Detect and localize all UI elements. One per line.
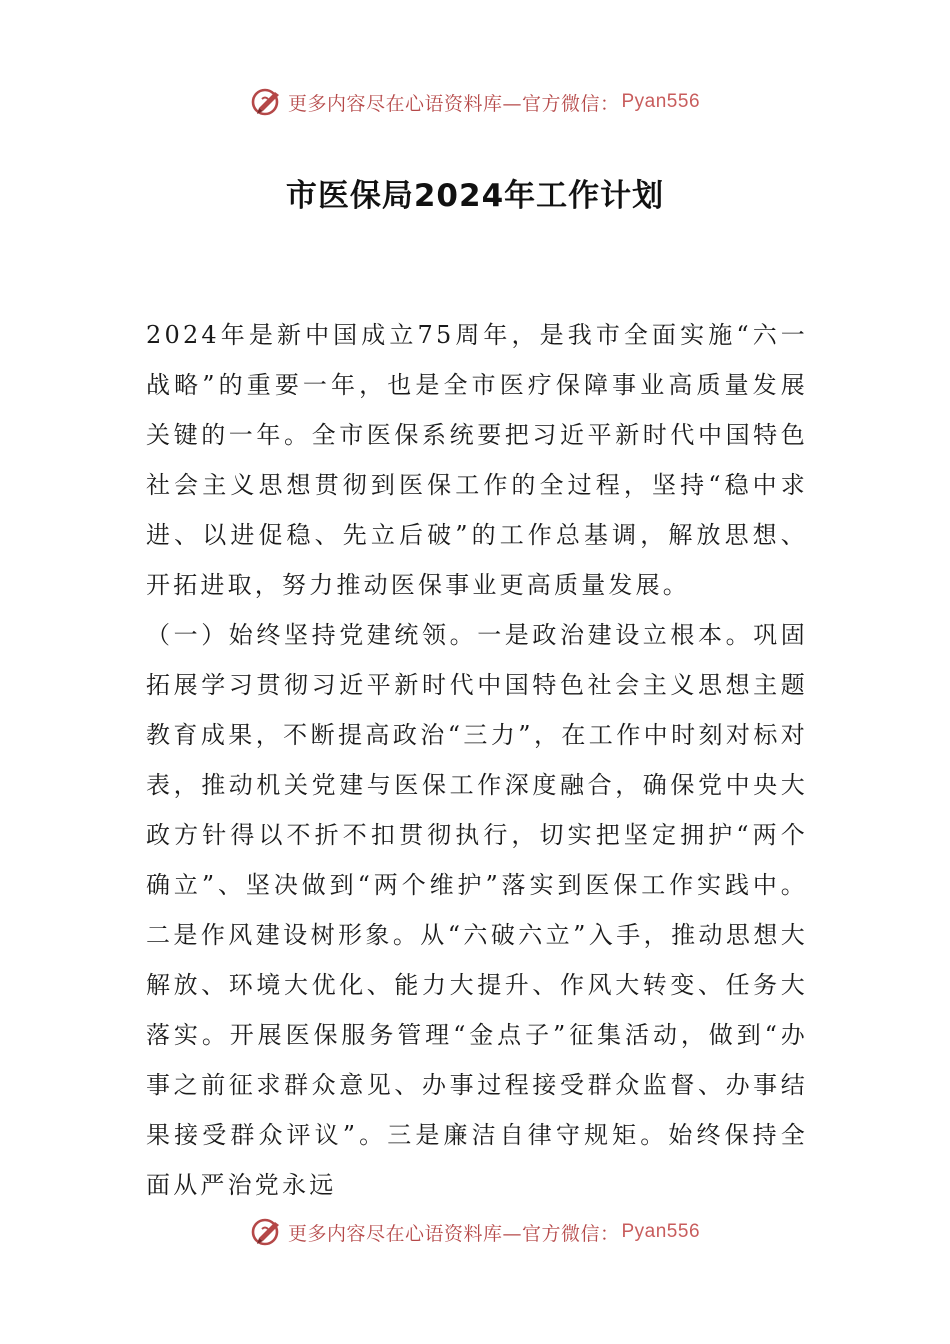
document-body xyxy=(146,310,808,1210)
pen-logo-icon xyxy=(250,85,284,119)
watermark-text: 更多内容尽在心语资料库—官方微信： xyxy=(287,92,620,115)
paragraph-intro: 2024年是新中国成立75周年，是我市全面实施“六一战略”的重要一年，也是全市医疗保障事业高质量发展关键的一年。全市医保系统要把习近平新时代中国特色社会主义思想贯彻到医保工作的全过程，坚持“稳中求进、以进促稳、先立后破”的工作总基调，解放思想、开拓进取，努力推动医保事业更高质量发展。 xyxy=(146,321,808,599)
watermark-wechat-id: Pyan556 xyxy=(621,1221,701,1242)
watermark-wechat-id: Pyan556 xyxy=(621,91,701,112)
watermark-text: 更多内容尽在心语资料库—官方微信： xyxy=(287,1222,620,1245)
paragraph-party-building: （一）始终坚持党建统领。一是政治建设立根本。巩固拓展学习贯彻习近平新时代中国特色社会主义思想主题教育成果，不断提高政治“三力”，在工作中时刻对标对表，推动机关党建与医保工作深度融合，确保党中央大政方针得以不折不扣贯彻执行，切实把坚定拥护“两个确立”、坚决做到“两个维护”落实到医保工作实践中。二是作风建设树形象。从“六破六立”入手，推动思想大解放、环境大优化、能力大提升、作风大转变、任务大落实。开展医保服务管理“金点子”征集活动，做到“办事之前征求群众意见、办事过程接受群众监督、办事结果接受群众评议”。三是廉洁自律守规矩。始终保持全面从严治党永远 xyxy=(146,621,808,1199)
watermark-header xyxy=(0,80,950,124)
watermark-footer xyxy=(0,1210,950,1254)
document-title: 市医保局2024年工作计划 xyxy=(285,178,665,214)
pen-logo-icon xyxy=(250,1215,284,1249)
